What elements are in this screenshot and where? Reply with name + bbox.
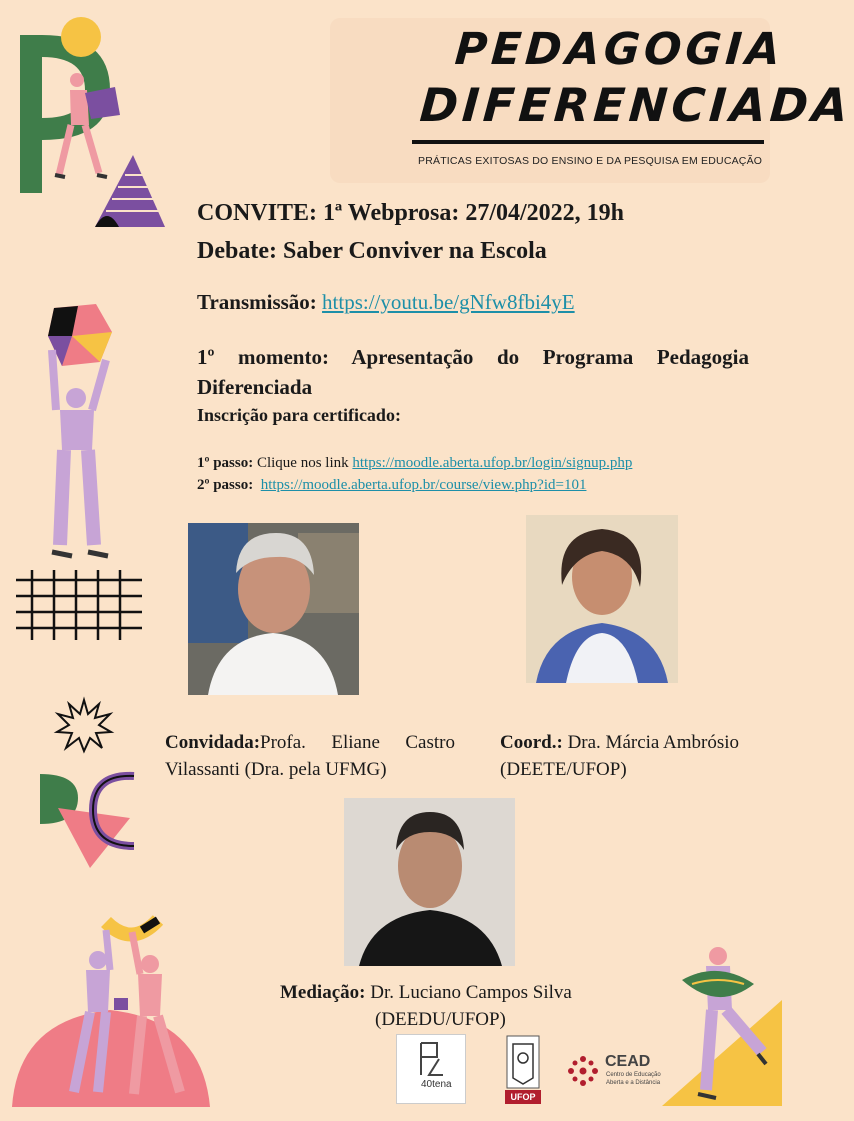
title-divider bbox=[412, 140, 764, 144]
cead-label: CEAD bbox=[605, 1053, 651, 1070]
step-1-link[interactable]: https://moodle.aberta.ufop.br/login/signup.php bbox=[352, 455, 633, 471]
ufop-crest-icon bbox=[505, 1034, 541, 1090]
step-1-label: 1º passo: bbox=[197, 455, 254, 471]
invite-line-1: CONVITE: 1ª Webprosa: 27/04/2022, 19h bbox=[197, 200, 625, 226]
two-people-hill-illustration bbox=[10, 912, 215, 1107]
cead-sub-2: Aberta e a Distância bbox=[606, 1080, 661, 1086]
coord-text: Dra. Márcia Ambrósio (DEETE/UFOP) bbox=[500, 732, 740, 780]
person-holding-shape-illustration bbox=[14, 300, 149, 645]
cead-dots-icon bbox=[565, 1053, 601, 1089]
coordinator-caption bbox=[500, 729, 775, 783]
transmission-row bbox=[197, 290, 575, 315]
ufop-logo bbox=[505, 1034, 541, 1104]
mediation-dept: (DEEDU/UFOP) bbox=[375, 1009, 506, 1030]
guest-text: Profa. Eliane Castro Vilassanti (Dra. pela UFMG) bbox=[165, 732, 455, 780]
starburst-icon bbox=[55, 698, 113, 753]
transmission-link[interactable]: https://youtu.be/gNfw8fbi4yE bbox=[322, 290, 575, 314]
quatena-logo bbox=[396, 1034, 466, 1104]
ufop-label: UFOP bbox=[505, 1090, 541, 1104]
pa-letters-illustration bbox=[15, 15, 180, 235]
mediation-row bbox=[280, 979, 572, 1006]
step-1-text: Clique nos link bbox=[256, 455, 349, 471]
person-with-leaf-illustration bbox=[662, 940, 784, 1108]
guest-label: Convidada: bbox=[165, 732, 261, 753]
quatena-label: 40tena bbox=[421, 1079, 452, 1090]
step-1 bbox=[197, 455, 632, 472]
moment-text: 1º momento: Apresentação do Programa Pedagogia Diferenciada bbox=[197, 345, 749, 399]
quatena-mark bbox=[397, 1035, 465, 1103]
dc-shapes-illustration bbox=[38, 768, 143, 873]
step-2 bbox=[197, 477, 586, 494]
cead-sub-1: Centro de Educação bbox=[606, 1072, 661, 1078]
step-2-link[interactable]: https://moodle.aberta.ufop.br/course/view.php?id=101 bbox=[260, 477, 587, 493]
transmission-label: Transmissão: bbox=[197, 290, 317, 314]
mediation-text: Dr. Luciano Campos Silva bbox=[370, 982, 572, 1003]
mediation-label: Mediação: bbox=[280, 982, 366, 1003]
step-2-label: 2º passo: bbox=[197, 477, 254, 493]
invite-line-2: Debate: Saber Conviver na Escola bbox=[197, 238, 547, 264]
certificate-heading: Inscrição para certificado: bbox=[197, 405, 401, 425]
coord-label: Coord.: bbox=[500, 732, 563, 753]
coordinator-photo bbox=[526, 515, 678, 683]
title-line-2: DIFERENCIADA bbox=[418, 78, 854, 132]
guest-photo bbox=[188, 523, 359, 695]
guest-caption bbox=[165, 729, 455, 783]
subtitle: PRÁTICAS EXITOSAS DO ENSINO E DA PESQUISA EM EDUCAÇÃO bbox=[418, 155, 763, 167]
mediator-photo bbox=[344, 798, 515, 966]
title-line-1: PEDAGOGIA bbox=[453, 24, 786, 75]
